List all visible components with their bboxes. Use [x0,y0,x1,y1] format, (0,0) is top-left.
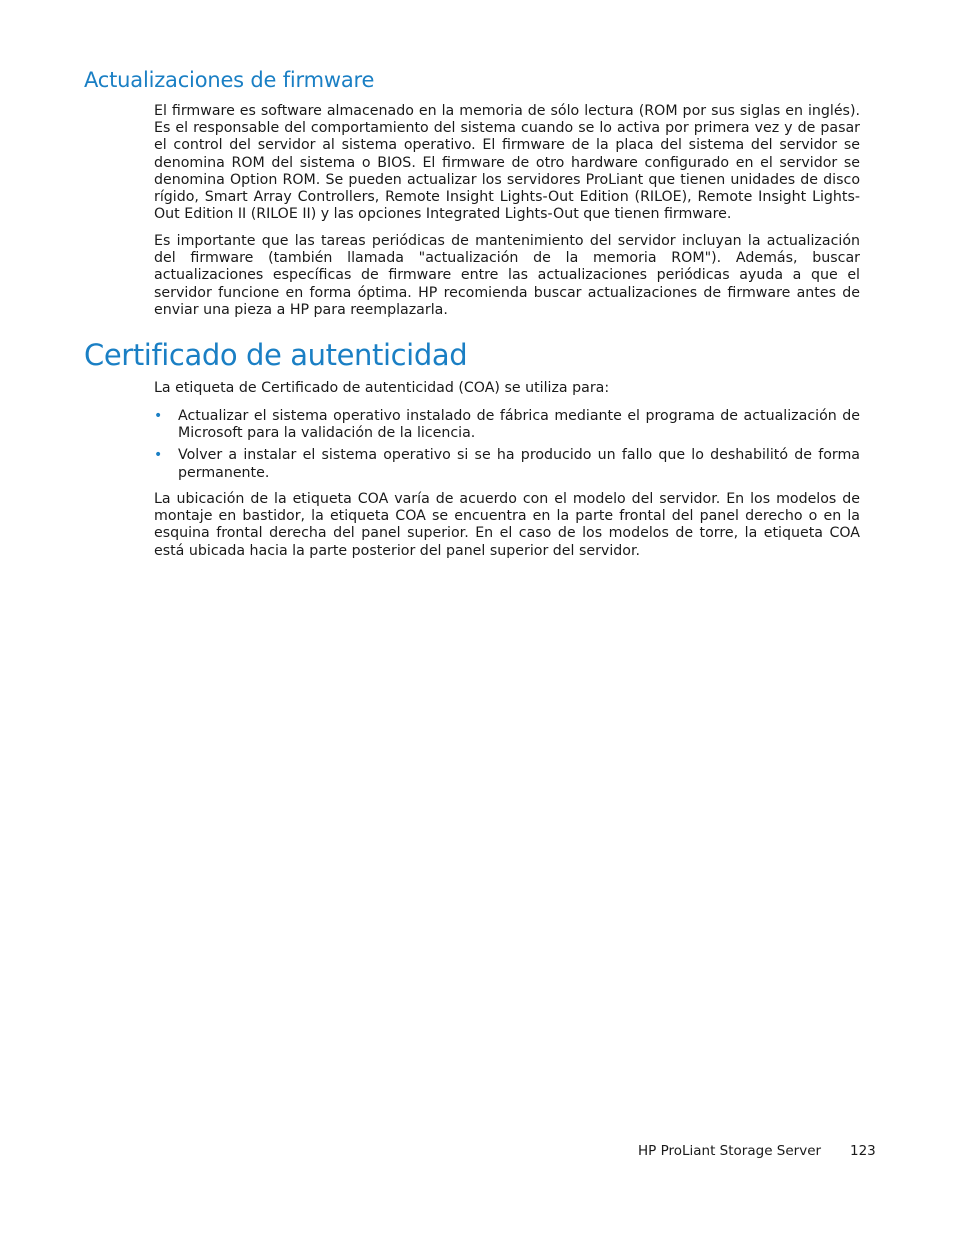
bullet-icon: • [154,408,163,424]
list-item-text: Volver a instalar el sistema operativo si se ha producido un fallo que lo deshabilitó de forma permanente. [178,447,860,481]
list-item-text: Actualizar el sistema operativo instalado de fábrica mediante el programa de actualización de Microsoft para la validación de la licencia. [178,408,860,442]
firmware-paragraph-1 [154,103,860,223]
section-heading-firmware: Actualizaciones de firmware [84,68,375,92]
firmware-paragraph-2 [154,233,860,319]
footer-title: HP ProLiant Storage Server [638,1143,822,1159]
paragraph-text: El firmware es software almacenado en la memoria de sólo lectura (ROM por sus siglas en inglés). Es el responsable del comportamiento del sistema cuando se lo activa por primera vez y de pasar el control del servidor al sistema operativo. El firmware de la placa del sistema del servidor se denomina ROM del sistema o BIOS. El firmware de otro hardware configurado en el servidor se denomina Option ROM. Se pueden actualizar los servidores ProLiant que tienen unidades de disco rígido, Smart Array Controllers, Remote Insight Lights-Out Edition (RILOE), Remote Insight Lights-Out Edition II (RILOE II) y las opciones Integrated Lights-Out que tienen firmware. [154,103,860,223]
list-item [154,447,860,481]
paragraph-text: La etiqueta de Certificado de autenticidad (COA) se utiliza para: [154,380,610,396]
coa-paragraph [154,491,860,560]
coa-intro [154,380,860,397]
list-item [154,408,860,442]
coa-bullet-list [154,408,860,487]
bullet-icon: • [154,447,163,464]
page-number: 123 [850,1143,876,1159]
paragraph-text: Es importante que las tareas periódicas de mantenimiento del servidor incluyan la actualización del firmware (también llamada "actualización de la memoria ROM"). Además, buscar actualizaciones específicas de firmware entre las actualizaciones periódicas ayuda a que el servidor funcione en forma óptima. HP recomienda buscar actualizaciones de firmware antes de enviar una pieza a HP para reemplazarla. [154,233,860,318]
section-heading-coa: Certificado de autenticidad [84,338,468,372]
paragraph-text: La ubicación de la etiqueta COA varía de acuerdo con el modelo del servidor. En los modelos de montaje en bastidor, la etiqueta COA se encuentra en la parte frontal del panel derecho o en la esquina frontal derecha del panel superior. En el caso de los modelos de torre, la etiqueta COA está ubicada hacia la parte posterior del panel superior del servidor. [154,491,860,559]
